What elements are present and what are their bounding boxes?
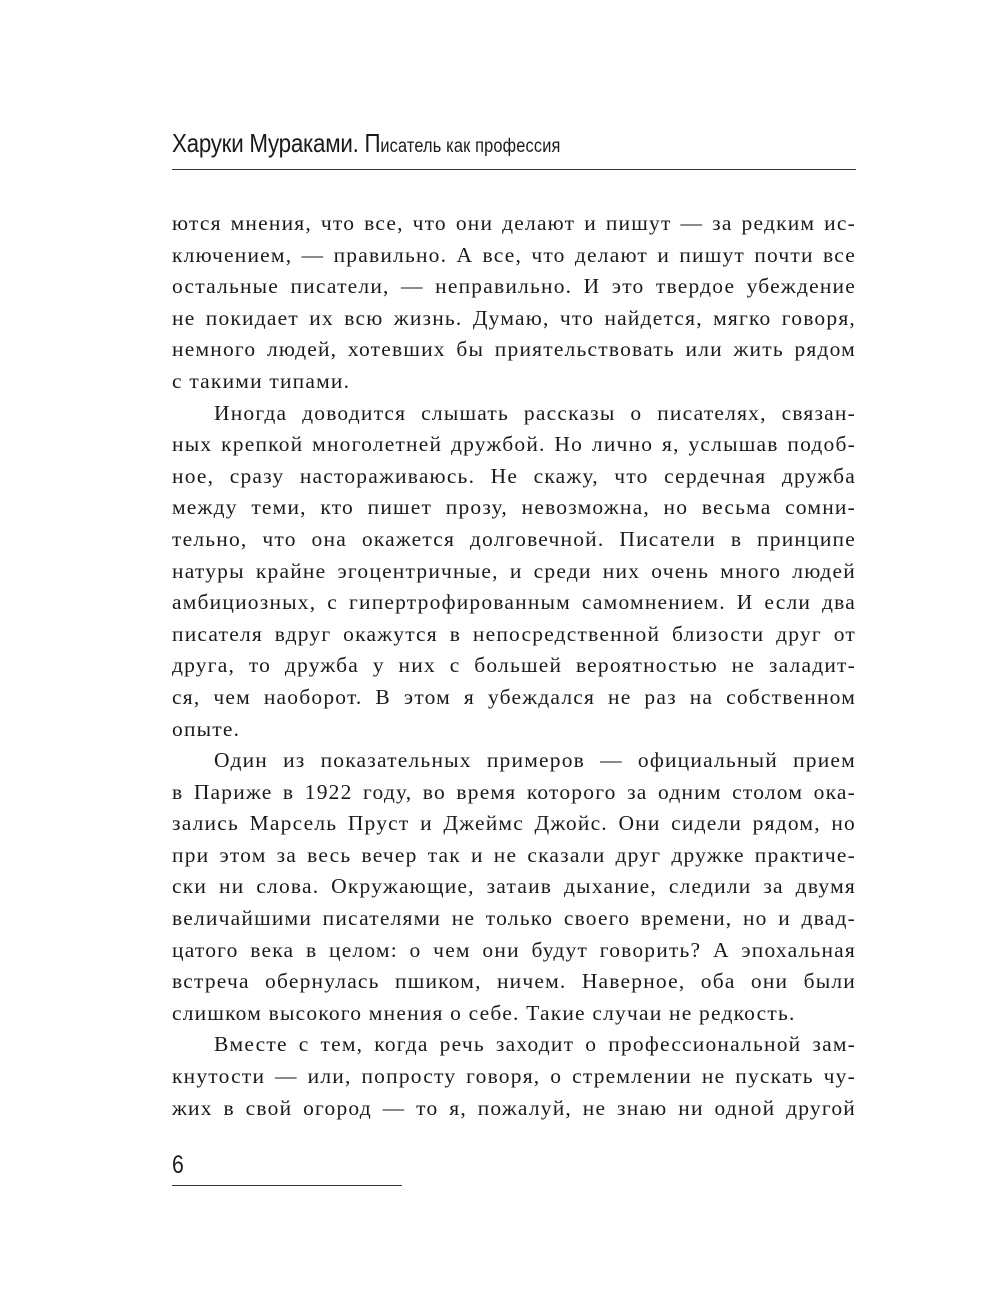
- title-small-caps: исатель как профессия: [380, 136, 561, 157]
- text-line: опыте.: [172, 716, 241, 741]
- text-line: в Париже в 1922 году, во время которого за одним столом ока-: [172, 779, 856, 804]
- text-line: немного людей, хотевших бы приятельствовать или жить рядом: [172, 337, 856, 362]
- text-line: кнутости — или, попросту говоря, о стремлении не пускать чу-: [172, 1064, 856, 1089]
- text-line: величайшими писателями не только своего времени, но и двад-: [172, 906, 856, 931]
- title-initial: П: [364, 128, 381, 158]
- text-line: ски ни слова. Окружающие, затаив дыхание, следили за двумя: [172, 874, 856, 899]
- text-line: жих в свой огород — то я, пожалуй, не знаю ни одной другой: [172, 1095, 856, 1120]
- text-line: ются мнения, что все, что они делают и пишут — за редким ис-: [172, 211, 856, 235]
- paragraph: [172, 745, 856, 1029]
- text-line: остальные писатели, — неправильно. И это твердое убеждение: [172, 274, 856, 299]
- text-line: с такими типами.: [172, 368, 351, 393]
- text-line: ное, сразу настораживаюсь. Не скажу, что сердечная дружба: [172, 463, 856, 488]
- text-line: при этом за весь вечер так и не сказали друг дружке практиче-: [172, 842, 856, 867]
- header-rule: [172, 169, 856, 170]
- text-line: натуры крайне эгоцентричные, и среди них очень много людей: [172, 558, 856, 583]
- text-line: слишком высокого мнения о себе. Такие случаи не редкость.: [172, 1000, 796, 1025]
- running-head: [172, 128, 760, 159]
- body-text: [172, 208, 856, 1124]
- text-line: амбициозных, с гипертрофированным самомнением. И если два: [172, 590, 856, 615]
- text-line: встреча обернулась пшиком, ничем. Наверное, оба они были: [172, 969, 856, 994]
- text-line: друга, то дружба у них с большей вероятностью не заладит-: [172, 653, 856, 678]
- footer-rule: [172, 1185, 402, 1186]
- text-line: писателя вдруг окажутся в непосредственной близости друг от: [172, 621, 856, 646]
- text-line: цатого века в целом: о чем они будут говорить? А эпохальная: [172, 937, 856, 962]
- text-line: ных крепкой многолетней дружбой. Но лично я, услышав подоб-: [172, 432, 856, 457]
- running-head-title: [365, 128, 561, 158]
- text-line: ся, чем наоборот. В этом я убеждался не раз на собственном: [172, 684, 856, 709]
- text-line: ключением, — правильно. А все, что делают и пишут почти все: [172, 242, 856, 267]
- text-line: не покидает их всю жизнь. Думаю, что найдется, мягко говоря,: [172, 305, 856, 330]
- text-line: зались Марсель Пруст и Джеймс Джойс. Они сидели рядом, но: [172, 811, 856, 836]
- running-head-author: Харуки Мураками.: [172, 128, 359, 158]
- text-line: между теми, кто пишет прозу, невозможна, но весьма сомни-: [172, 495, 856, 520]
- text-line: Иногда доводится слышать рассказы о писателях, связан-: [214, 400, 856, 425]
- text-line: Один из показательных примеров — официальный прием: [214, 748, 856, 773]
- paragraph: [172, 398, 856, 746]
- paragraph: [172, 1029, 856, 1124]
- text-line: тельно, что она окажется долговечной. Писатели в принципе: [172, 526, 856, 551]
- page-number: 6: [172, 1151, 184, 1179]
- paragraph: [172, 208, 856, 398]
- text-line: Вместе с тем, когда речь заходит о профессиональной зам-: [214, 1032, 856, 1057]
